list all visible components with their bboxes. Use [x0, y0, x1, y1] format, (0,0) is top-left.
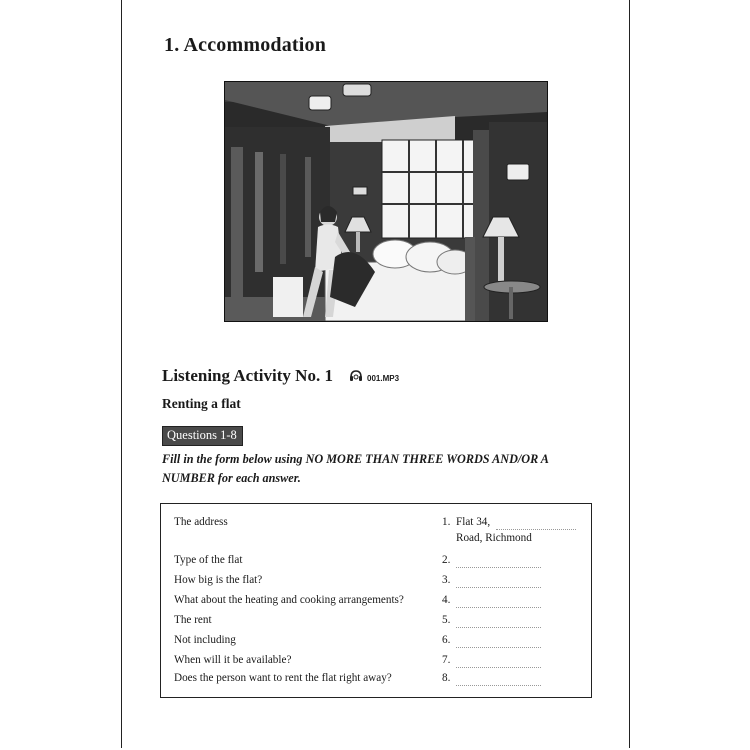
questions-badge: Questions 1-8: [162, 426, 243, 446]
question-text: Type of the flat: [174, 554, 243, 566]
answer-blank-6[interactable]: [456, 647, 541, 648]
chapter-title: 1. Accommodation: [164, 34, 327, 56]
question-number: 3.: [442, 574, 451, 586]
question-number: 7.: [442, 654, 451, 666]
answer-blank-2[interactable]: [456, 567, 541, 568]
question-number: 2.: [442, 554, 451, 566]
instructions: Fill in the form below using NO MORE THAN THREE WORDS AND/OR A NUMBER for each answer.: [162, 452, 549, 485]
question-number: 5.: [442, 614, 451, 626]
answer-prefix: Flat 34,: [456, 516, 491, 528]
answer-blank-3[interactable]: [456, 587, 541, 588]
answer-blank-5[interactable]: [456, 627, 541, 628]
question-number: 1.: [442, 516, 451, 528]
activity-subtitle: Renting a flat: [162, 396, 241, 411]
answer-blank-4[interactable]: [456, 607, 541, 608]
question-number: 6.: [442, 634, 451, 646]
answer-blank-1[interactable]: [496, 529, 576, 530]
question-text: How big is the flat?: [174, 574, 263, 586]
bedroom-photo: [224, 81, 548, 322]
question-text: What about the heating and cooking arrangements?: [174, 594, 404, 606]
answer-blank-7[interactable]: [456, 667, 541, 668]
answer-form: [160, 503, 592, 698]
audio-track[interactable]: [349, 369, 399, 388]
question-text: Not including: [174, 634, 236, 646]
question-number: 8.: [442, 672, 451, 684]
activity-title: Listening Activity No. 1: [162, 366, 333, 385]
question-text: The address: [174, 516, 228, 528]
question-text: The rent: [174, 614, 212, 626]
question-text: When will it be available?: [174, 654, 292, 666]
headphones-icon: [349, 369, 363, 388]
answer-suffix: Road, Richmond: [456, 532, 532, 544]
question-number: 4.: [442, 594, 451, 606]
answer-blank-8[interactable]: [456, 685, 541, 686]
question-text: Does the person want to rent the flat right away?: [174, 672, 392, 684]
audio-label: 001.MP3: [367, 374, 400, 383]
